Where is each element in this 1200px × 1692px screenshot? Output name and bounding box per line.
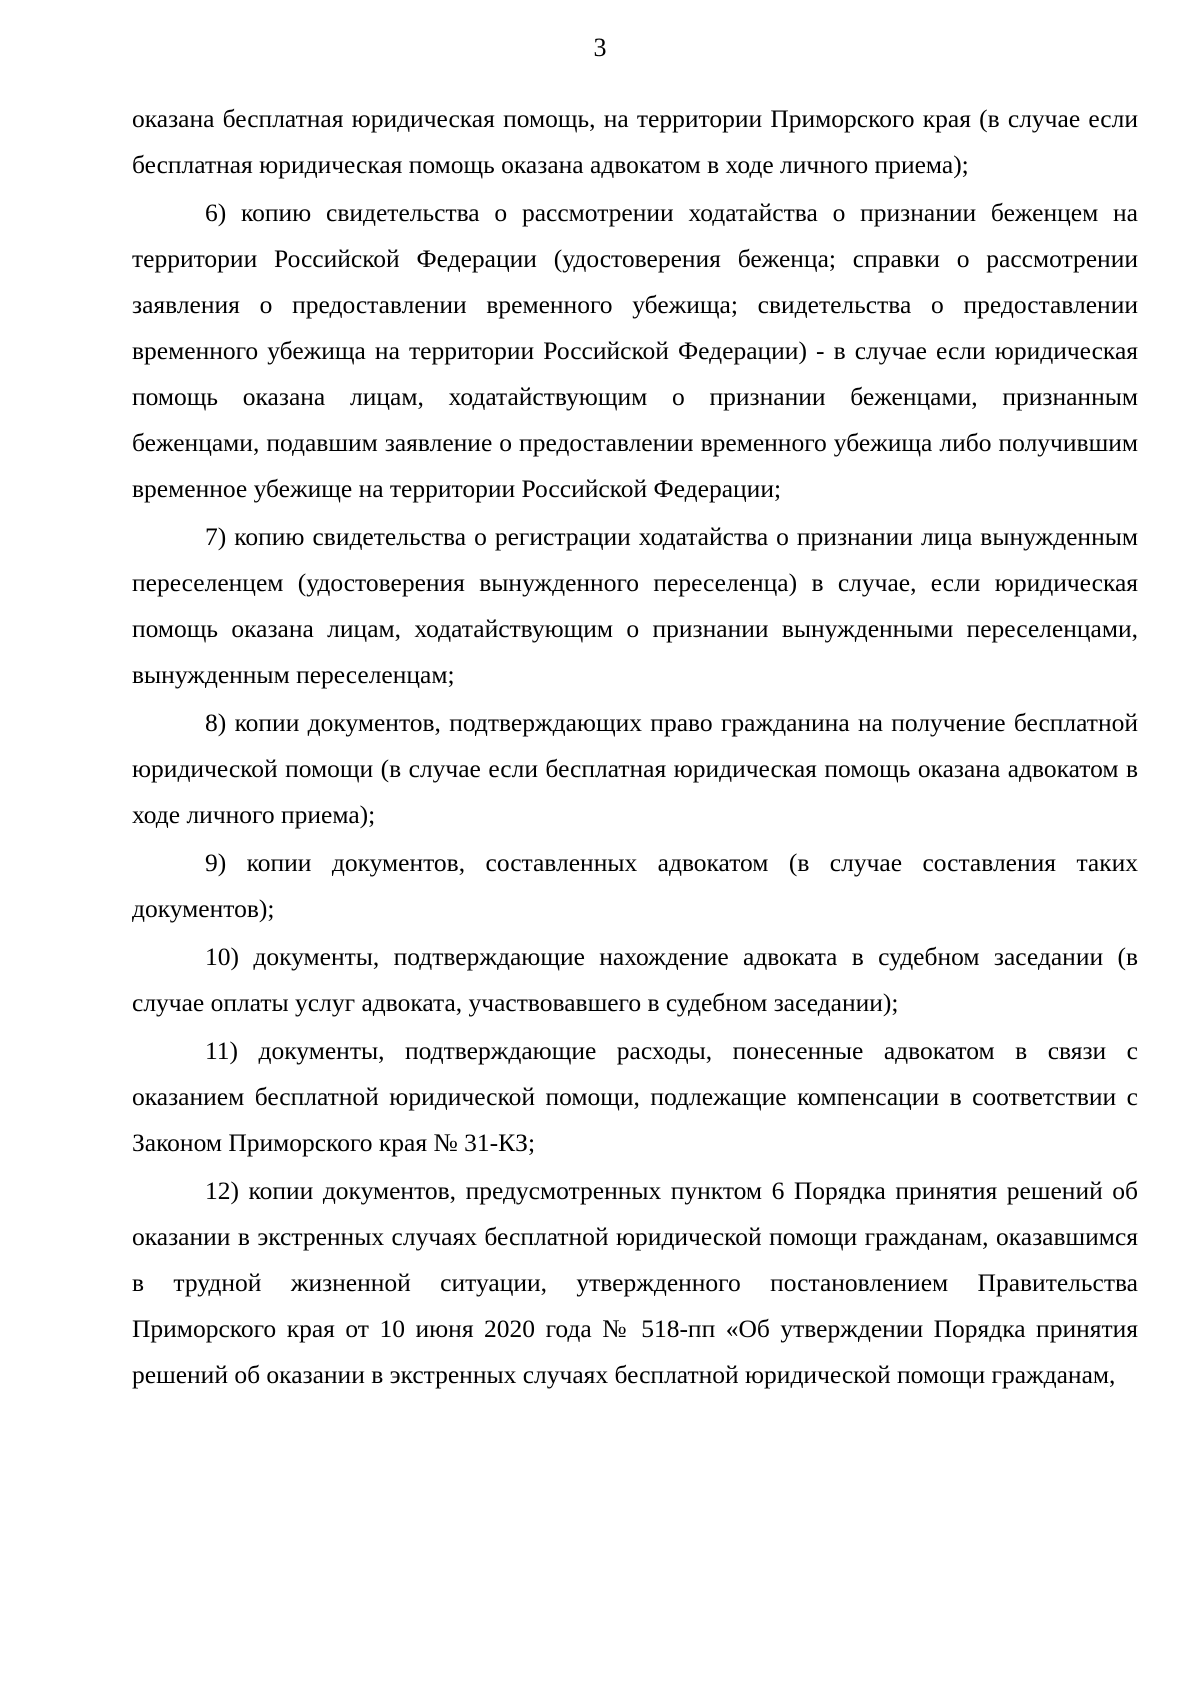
page-number: 3 — [593, 33, 607, 62]
paragraph-item-6: 6) копию свидетельства о рассмотрении ходатайства о признании беженцем на территории Российской Федерации (удостоверения беженца; справки о рассмотрении заявления о предоставлении временного убежища; свидетельства о предоставлении временного убежища на территории Российской Федерации) - в случае если юридическая помощь оказана лицам, ходатайствующим о признании беженцами, признанным беженцами, подавшим заявление о предоставлении временного убежища либо получившим временное убежище на территории Российской Федерации; — [132, 198, 1138, 503]
paragraph-item-9: 9) копии документов, составленных адвокатом (в случае составления таких документов); — [132, 848, 1138, 923]
paragraph-item-12: 12) копии документов, предусмотренных пунктом 6 Порядка принятия решений об оказании в экстренных случаях бесплатной юридической помощи гражданам, оказавшимся в трудной жизненной ситуации, утвержденного постановлением Правительства Приморского края от 10 июня 2020 года № 518-пп «Об утверждении Порядка принятия решений об оказании в экстренных случаях бесплатной юридической помощи гражданам, — [132, 1176, 1138, 1389]
paragraph-item-10: 10) документы, подтверждающие нахождение адвоката в судебном заседании (в случае оплаты услуг адвоката, участвовавшего в судебном заседании); — [132, 942, 1138, 1017]
paragraph-continuation: оказана бесплатная юридическая помощь, на территории Приморского края (в случае если бесплатная юридическая помощь оказана адвокатом в ходе личного приема); — [132, 104, 1138, 179]
paragraph-item-11: 11) документы, подтверждающие расходы, понесенные адвокатом в связи с оказанием бесплатной юридической помощи, подлежащие компенсации в соответствии с Законом Приморского края № 31-КЗ; — [132, 1036, 1138, 1157]
paragraph-item-8: 8) копии документов, подтверждающих право гражданина на получение бесплатной юридической помощи (в случае если бесплатная юридическая помощь оказана адвокатом в ходе личного приема); — [132, 708, 1138, 829]
document-body — [132, 96, 1138, 1400]
paragraph-item-7: 7) копию свидетельства о регистрации ходатайства о признании лица вынужденным переселенцем (удостоверения вынужденного переселенца) в случае, если юридическая помощь оказана лицам, ходатайствующим о признании вынужденными переселенцами, вынужденным переселенцам; — [132, 522, 1138, 689]
